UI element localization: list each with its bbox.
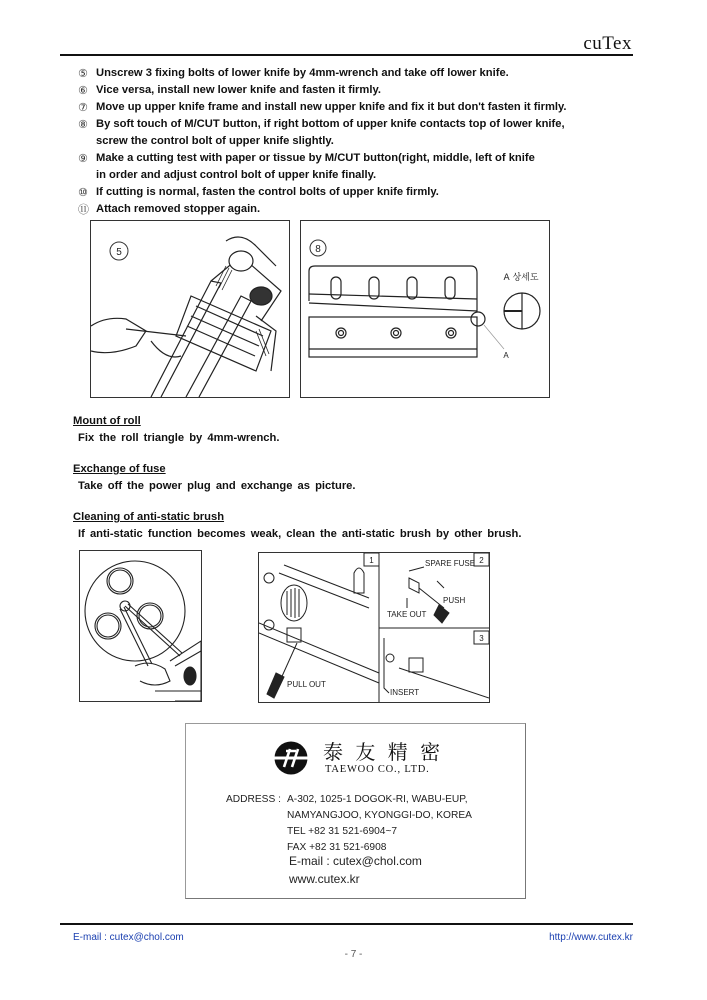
section-title-anti-static: Cleaning of anti-static brush [73,511,225,523]
step-number: ⑤ [78,67,88,80]
roll-mount-illustration [80,551,201,701]
fuse-exchange-illustration [259,553,489,702]
step-item [78,82,658,99]
company-name-cjk: 泰 友 精 密 [323,740,444,764]
figure-number: 8 [315,244,321,255]
step-number: ⑪ [78,203,89,216]
step-text: Make a cutting test with paper or tissue by M/CUT button(right, middle, left of knife [96,152,535,164]
label-pull-out: PULL OUT [287,680,326,689]
figure-roll-mount [79,550,202,702]
footer-divider [60,923,633,925]
step-text: If cutting is normal, fasten the control bolts of upper knife firmly. [96,186,439,198]
step-text: screw the control bolt of upper knife slightly. [96,135,334,147]
step-item [78,201,658,218]
steps-list [78,65,658,218]
label-insert: INSERT [390,688,420,697]
step-text: Unscrew 3 fixing bolts of lower knife by 4mm-wrench and take off lower knife. [96,67,509,79]
step-text: in order and adjust control bolt of upper knife finally. [96,169,377,181]
detail-title: A 상세도 [503,273,539,283]
address-line-1: A-302, 1025-1 DOGOK-RI, WABU-EUP, [287,794,468,805]
step-text: Vice versa, install new lower knife and fasten it firmly. [96,84,381,96]
company-logo-icon [274,741,308,775]
step-continuation [78,167,658,184]
step-number: ⑦ [78,101,88,114]
step-text: By soft touch of M/CUT button, if right bottom of upper knife contacts top of lower knife, [96,118,565,130]
company-tel: TEL +82 31 521-6904~7 [287,826,398,837]
step-number: ⑧ [78,118,88,131]
step-number: ⑩ [78,186,88,199]
company-name-en: TAEWOO CO., LTD. [325,764,430,775]
label-spare-fuse: SPARE FUSE [425,559,476,568]
figure-fuse-exchange [258,552,490,703]
step-text: Attach removed stopper again. [96,203,261,215]
step-number: ⑨ [78,152,88,165]
section-title-exchange-fuse: Exchange of fuse [73,463,166,475]
label-push: PUSH [443,596,466,605]
step-item [78,99,658,116]
label-take-out: TAKE OUT [387,610,427,619]
header-divider [60,54,633,56]
company-website: www.cutex.kr [289,872,360,886]
company-email: E-mail : cutex@chol.com [289,854,422,868]
step-text: Move up upper knife frame and install new upper knife and fix it but don't fasten it firmly. [96,101,567,113]
step-number: ⑥ [78,84,88,97]
page-number: - 7 - [344,949,363,960]
step-item [78,184,658,201]
figure-number: 5 [116,247,122,258]
figure-knife-removal [90,220,290,398]
address-line-2: NAMYANGJOO, KYONGGI-DO, KOREA [287,810,472,821]
panel-number: 3 [479,634,484,643]
knife-alignment-diagram [301,221,549,397]
company-info-card [185,723,526,899]
panel-number: 1 [369,556,374,565]
detail-marker: A [503,351,509,360]
footer-email-link[interactable]: E-mail : cutex@chol.com [73,932,184,943]
footer-website-link[interactable]: http://www.cutex.kr [549,932,633,943]
section-body-exchange-fuse: Take off the power plug and exchange as picture. [78,480,356,492]
address-label: ADDRESS : [226,794,281,805]
company-fax: FAX +82 31 521-6908 [287,842,387,853]
panel-number: 2 [479,556,484,565]
knife-removal-illustration [91,221,289,397]
step-item [78,65,658,82]
section-body-mount-roll: Fix the roll triangle by 4mm-wrench. [78,432,280,444]
step-item [78,116,658,133]
figure-knife-alignment [300,220,550,398]
step-item [78,150,658,167]
brand-logo-text: cuTex [583,33,632,54]
step-continuation [78,133,658,150]
section-body-anti-static: If anti-static function becomes weak, clean the anti-static brush by other brush. [78,528,522,540]
section-title-mount-roll: Mount of roll [73,415,141,427]
